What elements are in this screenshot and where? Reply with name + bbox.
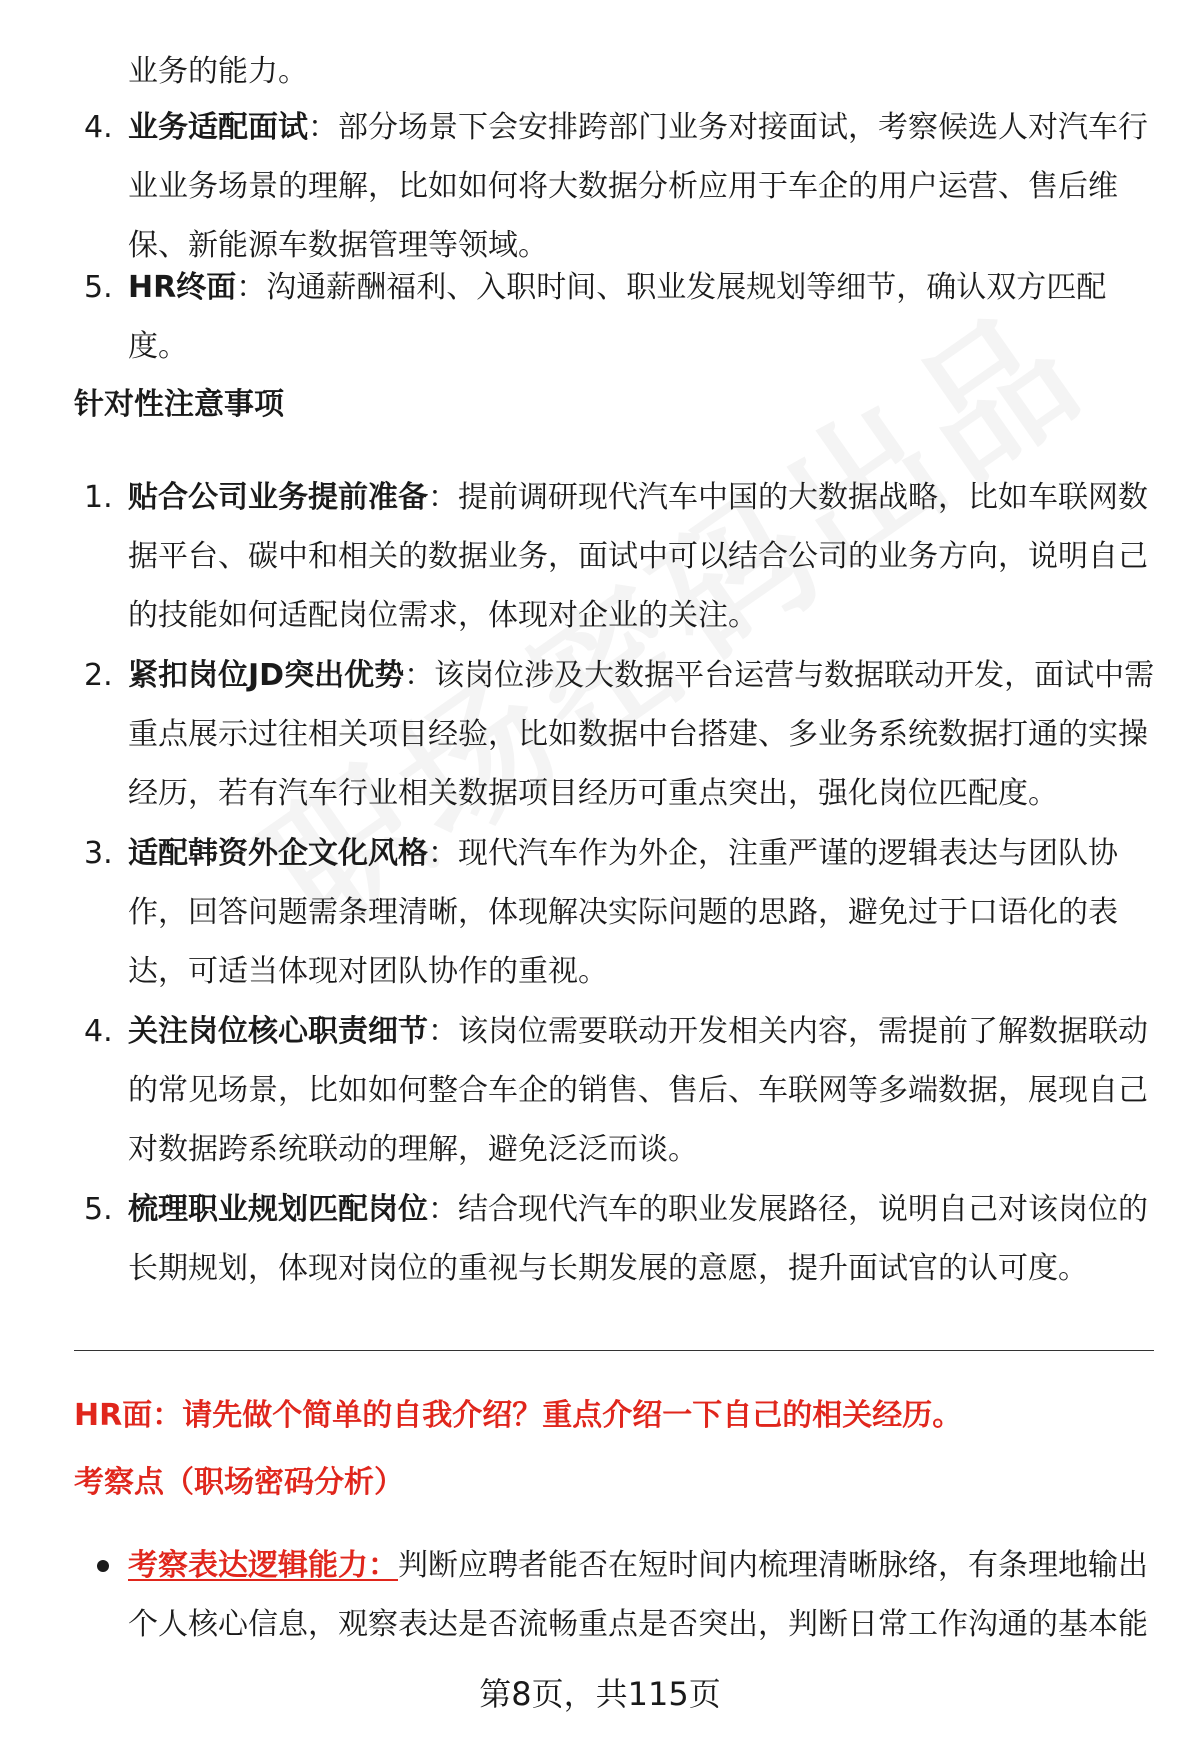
list-item-title: 梳理职业规划匹配岗位	[128, 1192, 428, 1227]
list-item-text	[128, 258, 1158, 376]
list-item-text	[128, 1180, 1158, 1298]
section-heading-notes: 针对性注意事项	[74, 387, 284, 422]
list-number: 5.	[84, 270, 113, 305]
list-item-body: 现代汽车作为外企，注重严谨的逻辑表达与团队协作，回答问题需条理清晰，体现解决实际问题的思路，避免过于口语化的表达，可适当体现对团队协作的重视。	[128, 836, 1118, 989]
list-item-title: 关注岗位核心职责细节	[128, 1014, 428, 1049]
list-number: 1.	[84, 480, 113, 515]
list-item-text	[128, 1002, 1158, 1179]
list-item-sep: ：	[428, 480, 458, 515]
list-item-body: 该岗位涉及大数据平台运营与数据联动开发，面试中需重点展示过往相关项目经验，比如数据中台搭建、多业务系统数据打通的实操经历，若有汽车行业相关数据项目经历可重点突出，强化岗位匹配度。	[128, 658, 1155, 811]
list-item-title: 适配韩资外企文化风格	[128, 836, 428, 871]
list-number: 4.	[84, 110, 113, 145]
list-item-body: 沟通薪酬福利、入职时间、职业发展规划等细节，确认双方匹配度。	[128, 270, 1107, 364]
list-item-sep: ：	[404, 658, 435, 693]
list-item-body: 该岗位需要联动开发相关内容，需提前了解数据联动的常见场景，比如如何整合车企的销售、售后、车联网等多端数据，展现自己对数据跨系统联动的理解，避免泛泛而谈。	[128, 1014, 1148, 1167]
analysis-heading: 考察点（职场密码分析）	[74, 1465, 404, 1500]
list-item-body: 部分场景下会安排跨部门业务对接面试，考察候选人对汽车行业业务场景的理解，比如如何将大数据分析应用于车企的用户运营、售后维保、新能源车数据管理等领域。	[128, 110, 1148, 263]
page-footer: 第8页，共115页	[479, 1675, 721, 1713]
list-item-sep: ：	[428, 1014, 458, 1049]
list-item-text	[128, 468, 1158, 645]
list-item-text	[128, 646, 1158, 823]
list-number: 5.	[84, 1192, 113, 1227]
list-item-sep: ：	[428, 836, 458, 871]
list-item-text	[128, 824, 1158, 1001]
list-item-title: 业务适配面试	[128, 110, 308, 145]
list-item-body: 提前调研现代汽车中国的大数据战略，比如车联网数据平台、碳中和相关的数据业务，面试中可以结合公司的业务方向，说明自己的技能如何适配岗位需求，体现对企业的关注。	[128, 480, 1148, 633]
bullet-dot	[97, 1560, 109, 1572]
list-item-title: 紧扣岗位JD突出优势	[128, 658, 405, 693]
bullet-item-text	[128, 1536, 1158, 1654]
intro-tail-text: 业务的能力。	[128, 54, 308, 89]
list-item-sep: ：	[428, 1192, 458, 1227]
list-item-text	[128, 98, 1158, 275]
list-number: 3.	[84, 836, 113, 871]
bullet-item-title: 考察表达逻辑能力：	[128, 1548, 398, 1583]
bullet-item-body: 判断应聘者能否在短时间内梳理清晰脉络，有条理地输出个人核心信息，观察表达是否流畅重点是否突出，判断日常工作沟通的基本能	[128, 1548, 1148, 1642]
list-item-title: HR终面	[128, 270, 237, 305]
list-item-sep: ：	[308, 110, 338, 145]
list-number: 2.	[84, 658, 113, 693]
list-number: 4.	[84, 1014, 113, 1049]
list-item-body: 结合现代汽车的职业发展路径，说明自己对该岗位的长期规划，体现对岗位的重视与长期发展的意愿，提升面试官的认可度。	[128, 1192, 1148, 1286]
list-item-sep: ：	[236, 270, 267, 305]
hr-question-heading: HR面：请先做个简单的自我介绍？重点介绍一下自己的相关经历。	[74, 1398, 963, 1433]
list-item-title: 贴合公司业务提前准备	[128, 480, 428, 515]
section-divider	[74, 1350, 1154, 1351]
